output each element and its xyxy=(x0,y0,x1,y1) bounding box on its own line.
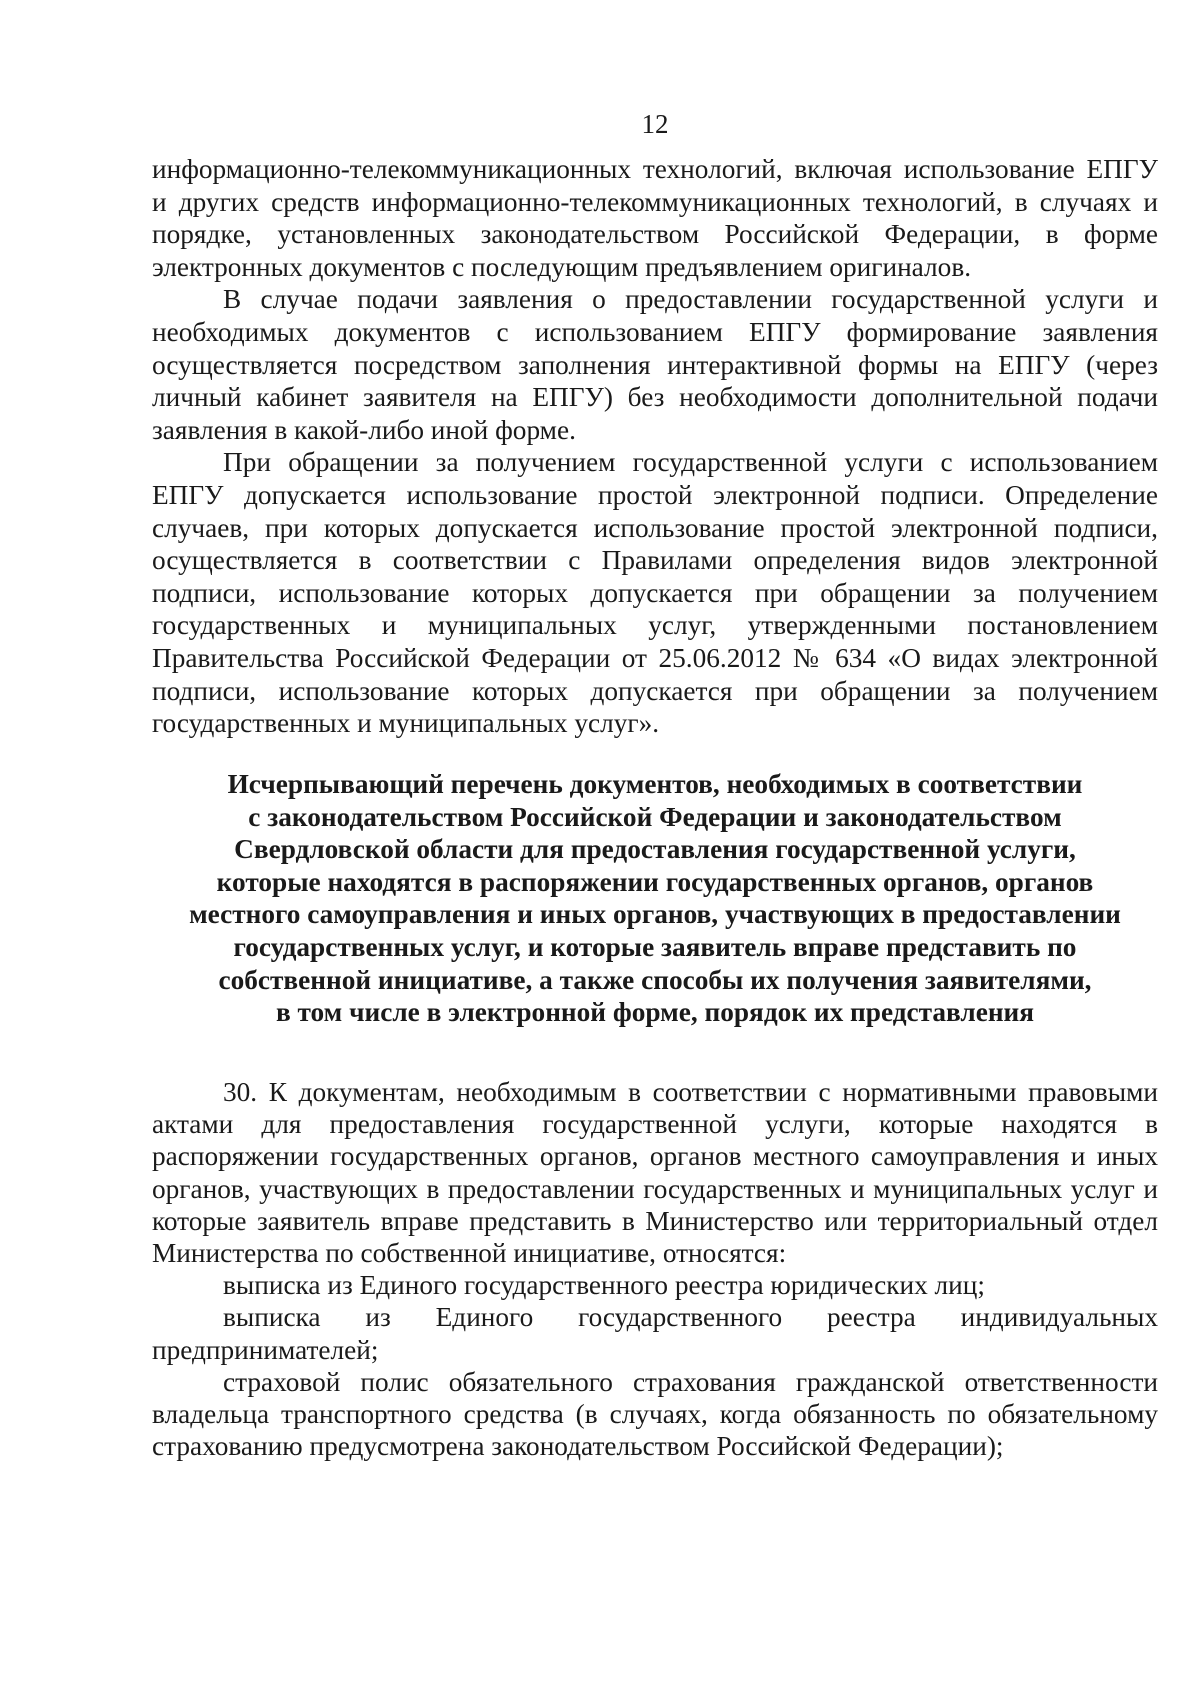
paragraph-epgu-application: В случае подачи заявления о предоставлении государственной услуги и необходимых документов с использованием ЕПГУ формирование заявления осуществляется посредством заполнения интерактивной формы на ЕПГУ (через личный кабинет заявителя на ЕПГУ) без необходимости дополнительной подачи заявления в какой-либо иной форме. xyxy=(152,284,1158,445)
heading-line: в том числе в электронной форме, порядок их представления xyxy=(275,997,1035,1028)
section-text-block xyxy=(152,1076,1158,1462)
heading-line: местного самоуправления и иных органов, участвующих в предоставлении xyxy=(189,899,1121,930)
list-item-egrul-extract: выписка из Единого государственного реестра юридических лиц; xyxy=(223,1270,985,1301)
heading-line: которые находятся в распоряжении государственных органов, органов xyxy=(216,866,1094,897)
list-item-insurance-policy: страховой полис обязательного страхования гражданской ответственности владельца транспортного средства (в случаях, когда обязанность по обязательному страхованию предусмотрена законодательством Российской Федерации); xyxy=(152,1366,1158,1462)
paragraph-item-30: 30. К документам, необходимым в соответствии с нормативными правовыми актами для предоставления государственной услуги, которые находятся в распоряжении государственных органов, органов местного самоуправления и иных органов, участвующих в предоставлении государственных и муниципальных услуг и которые заявитель вправе представить в Министерство или территориальный отдел Министерства по собственной инициативе, относятся: xyxy=(152,1077,1158,1269)
heading-line: с законодательством Российской Федерации и законодательством xyxy=(248,801,1062,832)
heading-line: собственной инициативе, а также способы их получения заявителями, xyxy=(218,964,1092,995)
section-heading xyxy=(152,768,1158,1029)
heading-line: государственных услуг, и которые заявитель вправе представить по xyxy=(233,931,1077,962)
top-text-block xyxy=(152,153,1158,740)
list-item-egrip-extract: выписка из Единого государственного реестра индивидуальных предпринимателей; xyxy=(152,1302,1158,1365)
heading-line: Исчерпывающий перечень документов, необходимых в соответствии xyxy=(227,769,1083,799)
heading-line: Свердловской области для предоставления государственной услуги, xyxy=(234,834,1076,865)
paragraph-electronic-signature: При обращении за получением государственной услуги с использованием ЕПГУ допускается использование простой электронной подписи. Определение случаев, при которых допускается использование простой электронной подписи, осуществляется в соответствии с Правилами определения видов электронной подписи, использование которых допускается при обращении за получением государственных и муниципальных услуг, утвержденными постановлением Правительства Российской Федерации от 25.06.2012 № 634 «О видах электронной подписи, использование которых допускается при обращении за получением государственных и муниципальных услуг». xyxy=(152,447,1158,739)
page-number: 12 xyxy=(641,109,669,139)
paragraph-continuation: информационно-телекоммуникационных технологий, включая использование ЕПГУ и других средств информационно-телекоммуникационных технологий, в случаях и порядке, установленных законодательством Российской Федерации, в форме электронных документов с последующим предъявлением оригиналов. xyxy=(152,154,1158,282)
